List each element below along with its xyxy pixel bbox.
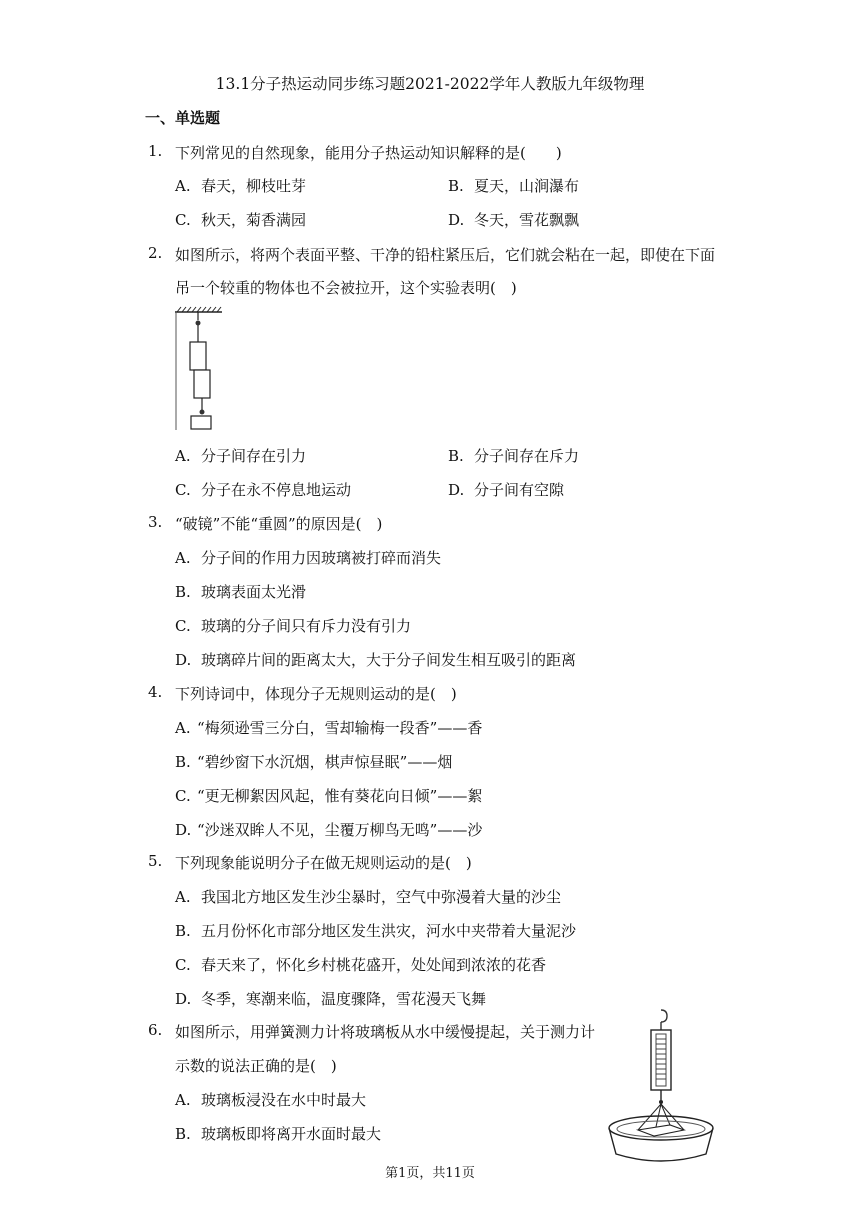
option-text: 春天，柳枝吐芽 <box>201 177 307 195</box>
option-label: C. <box>175 956 191 974</box>
option-a <box>175 445 306 466</box>
option-text: 秋天，菊香满园 <box>201 211 307 229</box>
option-c <box>175 209 306 230</box>
option-label: C. <box>175 481 191 499</box>
question-number: 6. <box>148 1021 163 1039</box>
question-text: “破镜”不能“重圆”的原因是( ) <box>175 515 383 533</box>
section-heading: 一、单选题 <box>145 109 221 127</box>
option-text: 我国北方地区发生沙尘暴时，空气中弥漫着大量的沙尘 <box>201 888 562 906</box>
option-b <box>448 175 579 196</box>
option-label: B. <box>448 177 464 195</box>
question-text: 如图所示，将两个表面平整、干净的铅柱紧压后，它们就会粘在一起，即使在下面 <box>175 246 716 264</box>
option-label: D. <box>175 990 192 1008</box>
option-label: A. <box>175 447 191 465</box>
page-footer: 第1页，共11页 <box>385 1166 475 1181</box>
option-label: B. <box>175 922 191 940</box>
option-text: 分子间存在引力 <box>201 447 307 465</box>
option-d <box>448 479 564 500</box>
option-label: C. <box>175 617 191 635</box>
question-number: 3. <box>148 513 163 531</box>
option-label: D. <box>175 821 192 839</box>
option-text: 分子间的作用力因玻璃被打碎而消失 <box>201 549 442 567</box>
option-a <box>175 1089 366 1110</box>
option-label: A. <box>175 177 191 195</box>
option-label: C. <box>175 211 191 229</box>
option-text: 玻璃板浸没在水中时最大 <box>201 1091 367 1109</box>
option-text: 玻璃的分子间只有斥力没有引力 <box>201 617 412 635</box>
option-text: “沙迷双眸人不见，尘覆万柳鸟无鸣”——沙 <box>197 821 483 839</box>
option-d <box>175 819 482 840</box>
question-text: 下列常见的自然现象，能用分子热运动知识解释的是( ) <box>175 144 562 162</box>
question-number: 1. <box>148 142 163 160</box>
option-label: A. <box>175 1091 191 1109</box>
lead-cylinders-figure <box>172 306 224 432</box>
option-text: 分子间存在斥力 <box>474 447 580 465</box>
option-label: D. <box>448 481 465 499</box>
option-c <box>175 479 351 500</box>
option-text: 五月份怀化市部分地区发生洪灾，河水中夹带着大量泥沙 <box>201 922 577 940</box>
option-text: 玻璃板即将离开水面时最大 <box>201 1125 382 1143</box>
option-b <box>175 1123 381 1144</box>
option-text: 夏天，山涧瀑布 <box>474 177 580 195</box>
option-text: 冬季，寒潮来临，温度骤降，雪花漫天飞舞 <box>201 990 487 1008</box>
option-text: 春天来了，怀化乡村桃花盛开，处处闻到浓浓的花香 <box>201 956 547 974</box>
question-text: 下列诗词中，体现分子无规则运动的是( ) <box>175 685 457 703</box>
spring-scale-figure <box>604 1008 720 1168</box>
option-label: B. <box>175 753 191 771</box>
page-title: 13.1分子热运动同步练习题2021-2022学年人教版九年级物理 <box>215 75 645 93</box>
option-label: D. <box>448 211 465 229</box>
question-text-cont: 示数的说法正确的是( ) <box>175 1057 337 1075</box>
option-c <box>175 954 546 975</box>
option-text: 玻璃碎片间的距离太大，大于分子间发生相互吸引的距离 <box>201 651 577 669</box>
option-label: B. <box>175 1125 191 1143</box>
option-label: A. <box>175 888 191 906</box>
option-d <box>175 649 576 670</box>
option-b <box>175 581 306 602</box>
question-text: 下列现象能说明分子在做无规则运动的是( ) <box>175 854 472 872</box>
option-c <box>175 615 411 636</box>
option-c <box>175 785 482 806</box>
option-text: 分子间有空隙 <box>474 481 565 499</box>
option-label: B. <box>175 583 191 601</box>
question-text-cont: 吊一个较重的物体也不会被拉开，这个实验表明( ) <box>175 279 517 297</box>
option-label: A. <box>175 719 191 737</box>
option-b <box>448 445 579 466</box>
option-b <box>175 751 452 772</box>
question-text: 如图所示，用弹簧测力计将玻璃板从水中缓慢提起，关于测力计 <box>175 1023 596 1041</box>
option-a <box>175 547 441 568</box>
option-a <box>175 886 561 907</box>
option-d <box>448 209 579 230</box>
option-label: D. <box>175 651 192 669</box>
option-label: B. <box>448 447 464 465</box>
option-a <box>175 717 482 738</box>
option-text: “碧纱窗下水沉烟，棋声惊昼眠”——烟 <box>197 753 453 771</box>
option-a <box>175 175 306 196</box>
option-text: 玻璃表面太光滑 <box>201 583 307 601</box>
option-d <box>175 988 486 1009</box>
option-label: A. <box>175 549 191 567</box>
option-b <box>175 920 576 941</box>
question-number: 5. <box>148 852 163 870</box>
option-label: C. <box>175 787 191 805</box>
question-number: 4. <box>148 683 163 701</box>
question-number: 2. <box>148 244 163 262</box>
option-text: “梅须逊雪三分白，雪却输梅一段香”——香 <box>197 719 483 737</box>
option-text: 分子在永不停息地运动 <box>201 481 352 499</box>
option-text: “更无柳絮因风起，惟有葵花向日倾”——絮 <box>197 787 483 805</box>
option-text: 冬天，雪花飘飘 <box>474 211 580 229</box>
